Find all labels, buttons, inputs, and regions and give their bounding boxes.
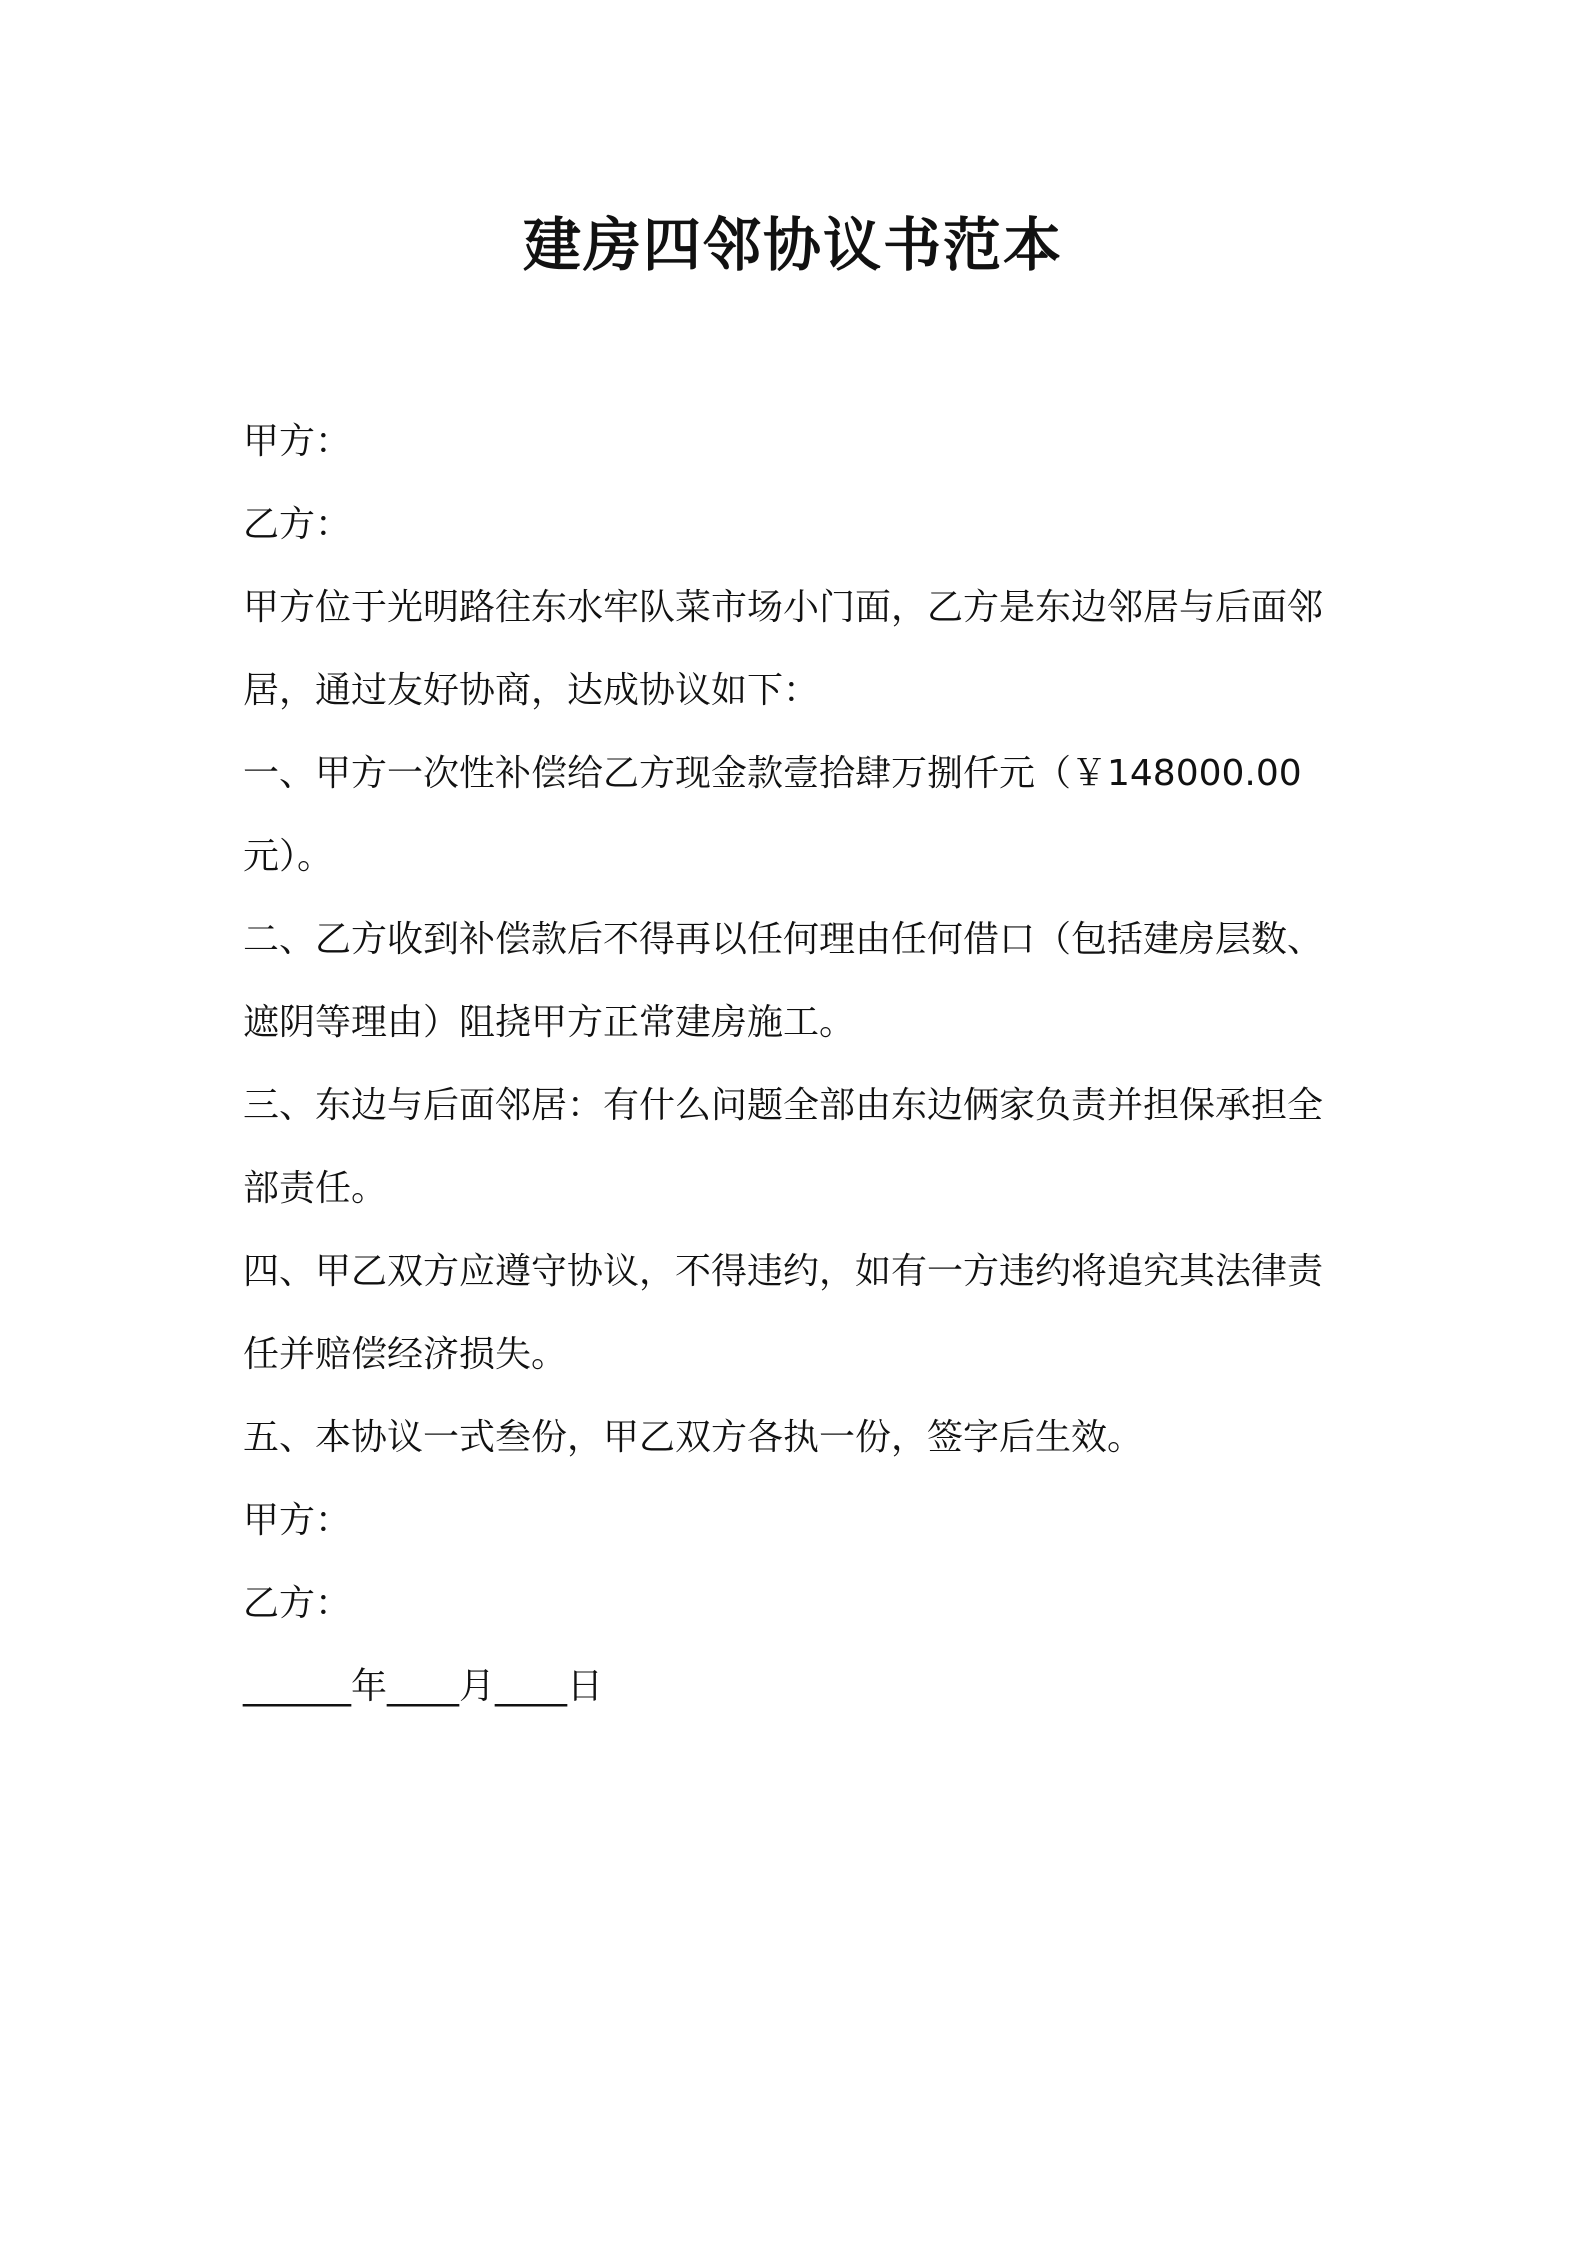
clause-5: 五、本协议一式叁份，甲乙双方各执一份，签字后生效。 xyxy=(243,1417,1144,1458)
clause-2: 二、乙方收到补偿款后不得再以任何理由任何借口（包括建房层数、遮阴等理由）阻挠甲方正常建房施工。 xyxy=(243,919,1324,1043)
clause-1: 一、甲方一次性补偿给乙方现金款壹拾肆万捌仟元（￥148000.00元）。 xyxy=(243,753,1302,877)
party-b-label: 乙方： xyxy=(243,504,352,545)
date-line: ______年____月____日 xyxy=(243,1666,603,1707)
clause-3: 三、东边与后面邻居：有什么问题全部由东边俩家负责并担保承担全部责任。 xyxy=(243,1085,1324,1209)
signature-party-b: 乙方： xyxy=(243,1583,352,1624)
signature-party-a: 甲方： xyxy=(243,1500,352,1541)
intro-paragraph: 甲方位于光明路往东水牢队菜市场小门面，乙方是东边邻居与后面邻居，通过友好协商，达成协议如下： xyxy=(243,587,1324,711)
document-body xyxy=(243,400,1358,1728)
document-title: 建房四邻协议书范本 xyxy=(522,211,1063,279)
clause-4: 四、甲乙双方应遵守协议，不得违约，如有一方违约将追究其法律责任并赔偿经济损失。 xyxy=(243,1251,1324,1375)
party-a-label: 甲方： xyxy=(243,421,352,462)
